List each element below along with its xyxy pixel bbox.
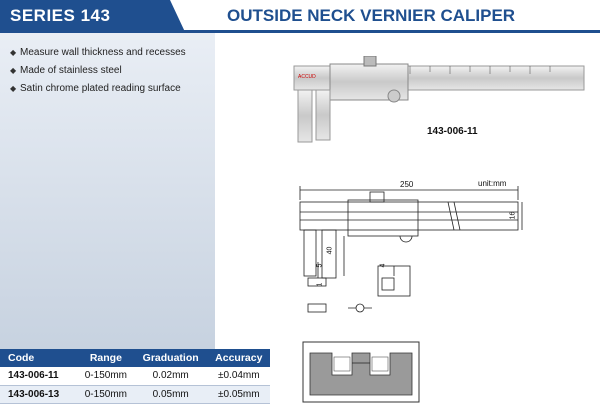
table-row — [0, 385, 270, 403]
features-panel — [0, 33, 215, 349]
technical-drawing — [290, 176, 525, 331]
header-range: Range — [78, 349, 134, 367]
dimension-detail: 4 — [379, 263, 387, 268]
spec-table — [0, 349, 270, 404]
dimension-jaw-depth: 40 — [326, 246, 334, 255]
feature-item: ◆ Measure wall thickness and recesses — [10, 47, 186, 58]
brand-mark: ACCUD — [298, 74, 316, 80]
dimension-jaw-width: 5 — [316, 263, 324, 268]
diamond-bullet-icon: ◆ — [10, 84, 17, 93]
cell-code: 143-006-11 — [0, 367, 78, 385]
diamond-bullet-icon: ◆ — [10, 66, 17, 75]
cell-accuracy: ±0.04mm — [208, 367, 270, 385]
cell-graduation: 0.02mm — [134, 367, 208, 385]
header-graduation: Graduation — [134, 349, 208, 367]
dimension-height: 16 — [509, 211, 517, 220]
cell-range: 0-150mm — [78, 385, 134, 403]
diamond-bullet-icon: ◆ — [10, 48, 17, 57]
table-row — [0, 367, 270, 385]
product-title: OUTSIDE NECK VERNIER CALIPER — [227, 6, 516, 25]
header-code: Code — [0, 349, 78, 367]
feature-item: ◆ Made of stainless steel — [10, 65, 122, 76]
feature-item: ◆ Satin chrome plated reading surface — [10, 83, 181, 94]
series-title: SERIES 143 — [10, 6, 111, 25]
features-list — [10, 47, 186, 101]
cell-graduation: 0.05mm — [134, 385, 208, 403]
model-label: 143-006-11 — [427, 126, 478, 137]
dimension-length: 250 — [400, 180, 414, 189]
unit-label: unit:mm — [478, 179, 507, 188]
cell-code: 143-006-13 — [0, 385, 78, 403]
cell-accuracy: ±0.05mm — [208, 385, 270, 403]
table-header-row — [0, 349, 270, 367]
cell-range: 0-150mm — [78, 367, 134, 385]
application-section — [302, 341, 420, 403]
dimension-tip: 1 — [316, 282, 324, 287]
header-accuracy: Accuracy — [208, 349, 270, 367]
